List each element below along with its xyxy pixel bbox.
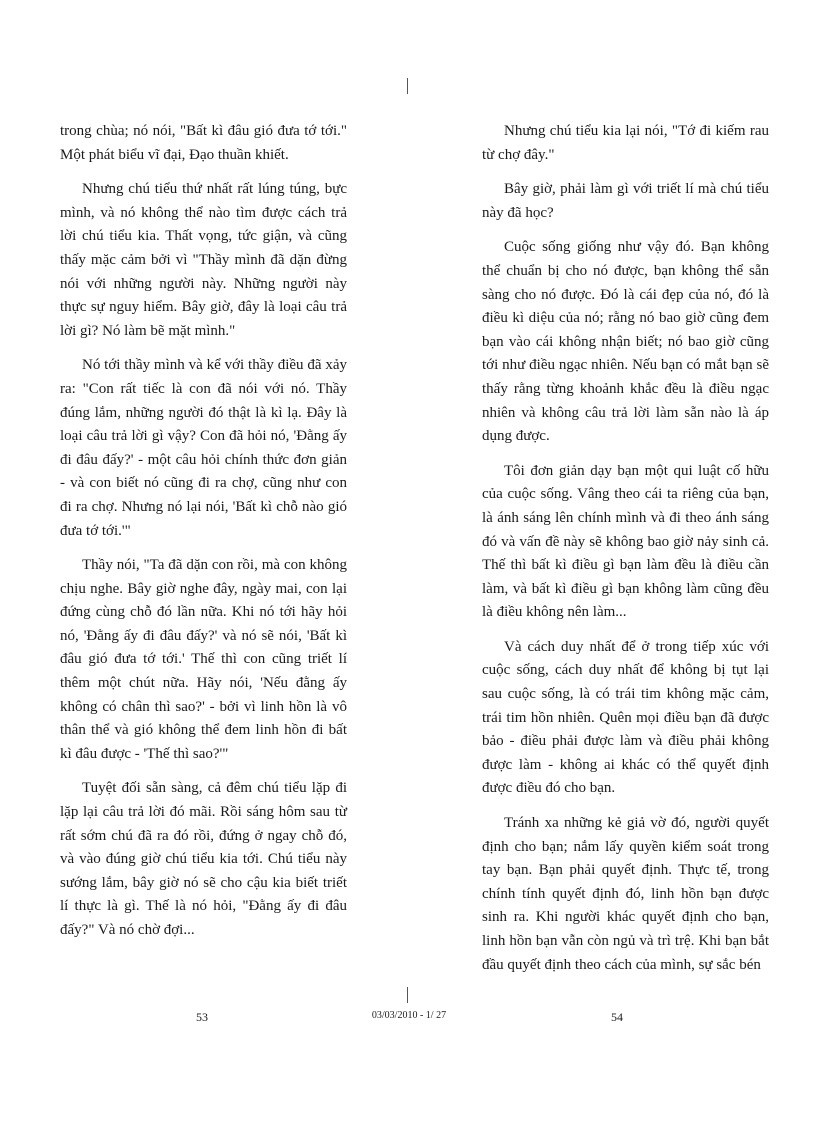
right-page-number: 54 <box>611 1010 623 1024</box>
paragraph: Tôi đơn giản dạy bạn một qui luật cố hữu của cuộc sống. Vâng theo cái ta riêng của bạn, là ánh sáng lên chính mình và đi theo ánh sáng đó và vấn đề này sẽ không bao giờ nảy sinh cả. Thế thì bất kì điều gì bạn làm đều là điều cần làm, và bất kì điều gì bạn không làm cũng đều là điều không nên làm... <box>482 462 769 621</box>
bottom-center-divider <box>407 987 408 1003</box>
paragraph: Bây giờ, phải làm gì với triết lí mà chú tiểu này đã học? <box>482 181 769 221</box>
left-page-number: 53 <box>196 1010 208 1024</box>
paragraph: Và cách duy nhất để ở trong tiếp xúc với cuộc sống, cách duy nhất để không bị tụt lại sau cuộc sống, là có trái tim không mặc cảm, trái tim hồn nhiên. Quên mọi điều bạn đã được bảo - điều phải được làm và điều phải không được làm - không ai khác có thể quyết định được điều đó cho bạn. <box>482 638 769 797</box>
paragraph: Nhưng chú tiểu kia lại nói, "Tớ đi kiếm rau từ chợ đây." <box>482 123 769 163</box>
paragraph: Thầy nói, "Ta đã dặn con rồi, mà con không chịu nghe. Bây giờ nghe đây, ngày mai, con lại đứng cùng chỗ đó lần nữa. Khi nó tới hãy hỏi nó, 'Đằng ấy đi đâu đấy?' và nó sẽ nói, 'Bất kì đâu gió đưa tớ tới.' Thế thì con cũng triết lí thêm một chút nữa. Hãy nói, 'Nếu đằng ấy không có chân thì sao?' - bởi vì linh hồn là vô thân thể và gió không thể đem linh hồn đi bất kì đâu được - 'Thế thì sao?'" <box>60 557 347 762</box>
paragraph: trong chùa; nó nói, "Bất kì đâu gió đưa tớ tới." Một phát biểu vĩ đại, Đạo thuần khiết. <box>60 123 347 163</box>
right-page-column <box>482 120 769 988</box>
print-date-mark: 03/03/2010 - 1/ 27 <box>371 1010 447 1021</box>
paragraph: Tuyệt đối sẵn sàng, cả đêm chú tiểu lặp đi lặp lại câu trả lời đó mãi. Rồi sáng hôm sau từ rất sớm chú đã ra đó rồi, đứng ở ngay chỗ đó, và vào đúng giờ chú tiểu kia tới. Chú tiểu này sướng lắm, bây giờ nó sẽ cho cậu kia biết triết lí thực là gì. Thế là nó hỏi, "Đằng ấy đi đâu đấy?" Và nó chờ đợi... <box>60 780 347 938</box>
paragraph: Cuộc sống giống như vậy đó. Bạn không thể chuẩn bị cho nó được, bạn không thể sẵn sàng cho nó được. Đó là cái đẹp của nó, đó là điều kì diệu của nó; rằng nó bao giờ cũng đem bạn vào cái không nhận biết; nó bao giờ cũng tới như điều ngạc nhiên. Nếu bạn có mắt bạn sẽ thấy rằng từng khoảnh khắc đều là điều ngạc nhiên và không câu trả lời làm sẵn nào là áp dụng được. <box>482 239 769 445</box>
paragraph: Tránh xa những kẻ giả vờ đó, người quyết định cho bạn; nắm lấy quyền kiểm soát trong tay bạn. Bạn phải quyết định. Thực tế, trong chính tính quyết định đó, linh hồn bạn được sinh ra. Khi người khác quyết định cho bạn, linh hồn bạn vẫn còn ngủ và trì trệ. Khi bạn bắt đầu quyết định theo cách của mình, sự sắc bén <box>482 815 769 973</box>
top-center-divider <box>407 78 408 94</box>
paragraph: Nó tới thầy mình và kể với thầy điều đã xảy ra: "Con rất tiếc là con đã nói với nó. Thầy đúng lắm, những người đó thật là kì lạ. Đây là loại câu trả lời gì vậy? Con đã hỏi nó, 'Đằng ấy đi đâu đấy?' - một câu hỏi chính thức đơn giản - và con biết nó cũng đi ra chợ, cũng như con đi ra chợ. Nhưng nó lại nói, 'Bất kì chỗ nào gió đưa tớ tới.'" <box>60 357 347 539</box>
paragraph: Nhưng chú tiểu thứ nhất rất lúng túng, bực mình, và nó không thể nào tìm được cách trả lời chú tiểu kia. Thất vọng, tức giận, và cũng thấy mặc cảm bởi vì "Thầy mình đã dặn đừng nói với những người này. Những người này thực sự nguy hiểm. Bây giờ, đây là loại câu trả lời gì? Nó làm bẽ mặt mình." <box>60 181 347 339</box>
left-page-column <box>60 120 347 954</box>
